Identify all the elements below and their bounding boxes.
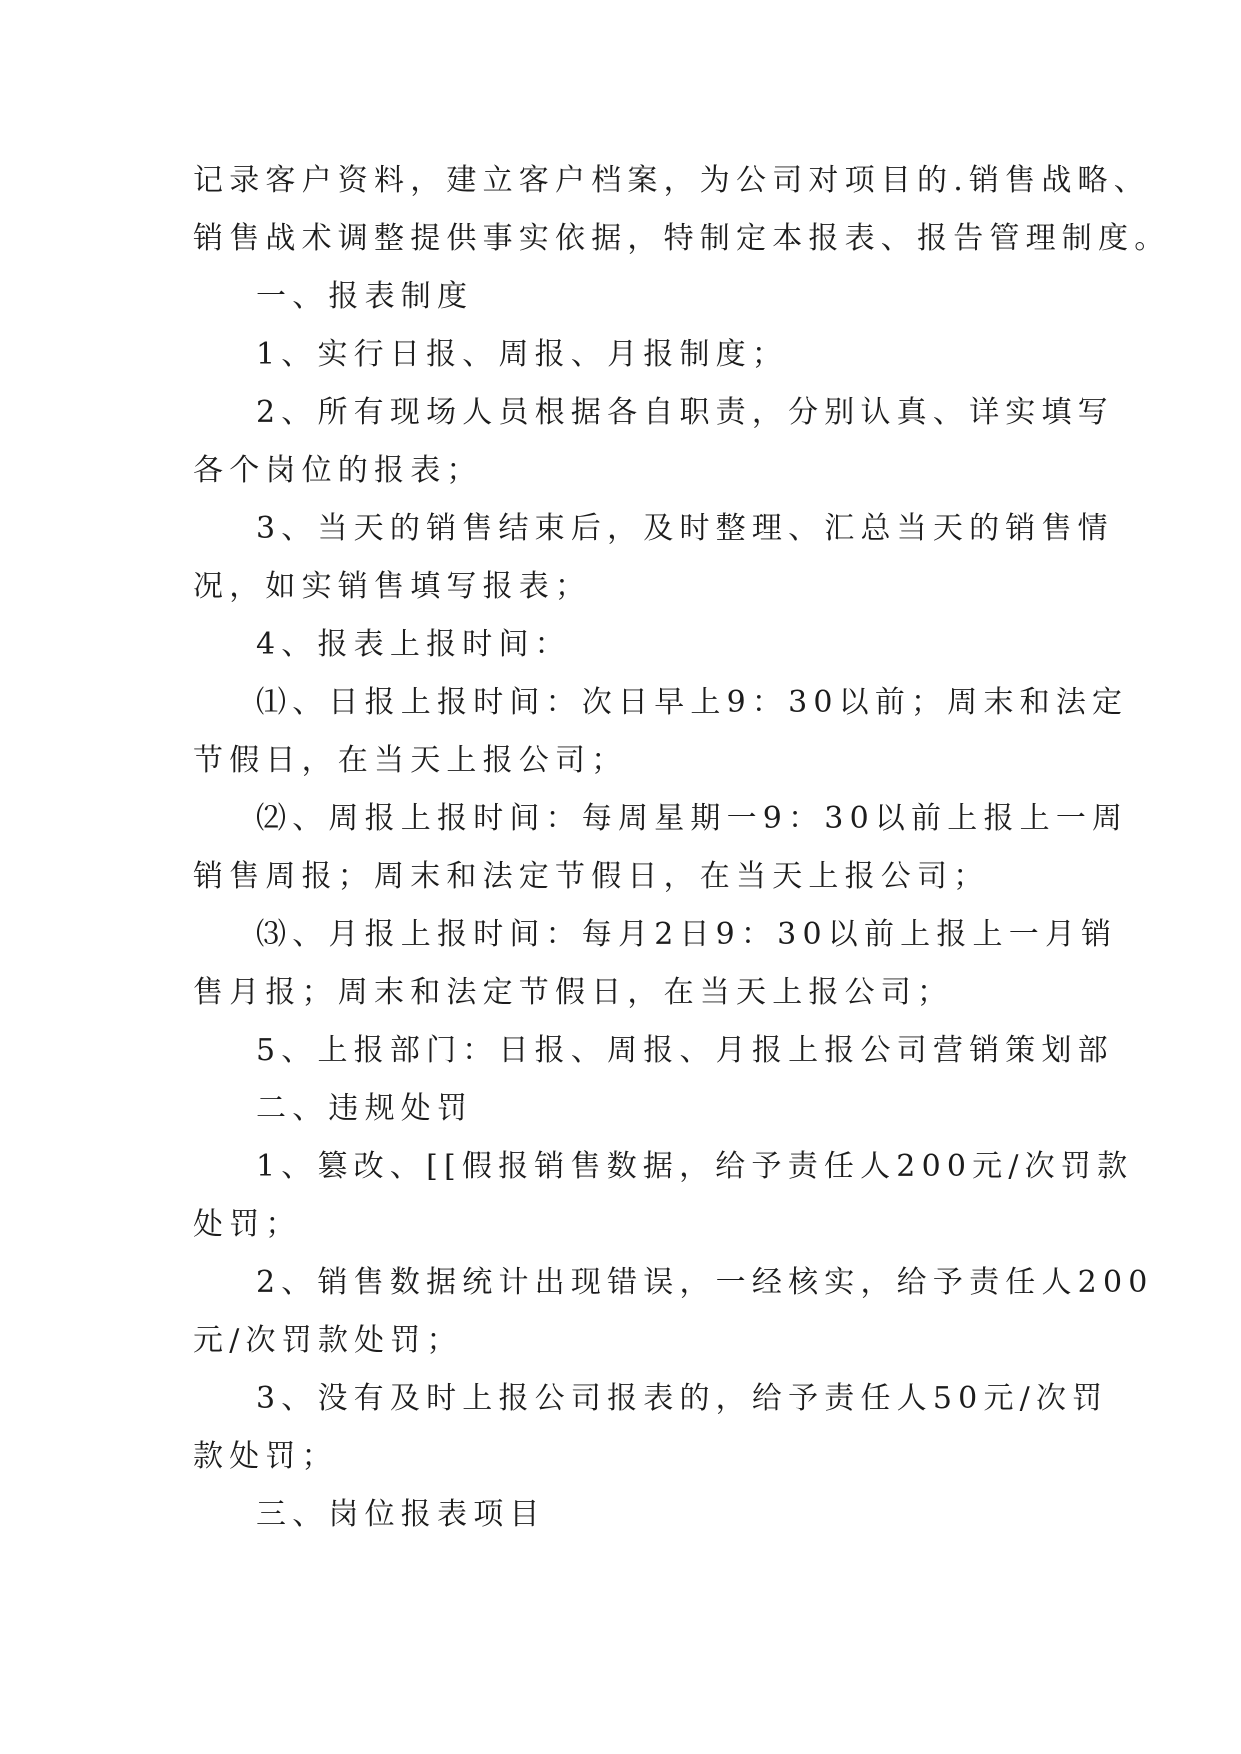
section-heading: 二、违规处罚	[256, 1091, 474, 1126]
text-line: 售月报；周末和法定节假日，在当天上报公司；	[193, 975, 954, 1010]
text-line: 节假日，在当天上报公司；	[193, 743, 628, 778]
text-line: 款处罚；	[193, 1439, 338, 1474]
text-line: 元/次罚款处罚；	[193, 1323, 463, 1358]
text-line: 各个岗位的报表；	[193, 453, 483, 488]
text-line: 1、篡改、[[假报销售数据，给予责任人200元/次罚款	[256, 1149, 1134, 1184]
text-line: 记录客户资料，建立客户档案，为公司对项目的.销售战略、	[193, 163, 1150, 198]
text-line: 2、销售数据统计出现错误，一经核实，给予责任人200	[256, 1265, 1154, 1300]
text-line: 4、报表上报时间：	[256, 627, 571, 662]
text-line: 2、所有现场人员根据各自职责，分别认真、详实填写	[256, 395, 1114, 430]
text-line: 1、实行日报、周报、月报制度；	[256, 337, 789, 372]
text-line: 销售周报；周末和法定节假日，在当天上报公司；	[193, 859, 990, 894]
text-line: 销售战术调整提供事实依据，特制定本报表、报告管理制度。	[193, 221, 1171, 256]
text-line: 3、没有及时上报公司报表的，给予责任人50元/次罚	[256, 1381, 1109, 1416]
text-line: 处罚；	[193, 1207, 302, 1242]
text-line: ⑴、日报上报时间：次日早上9：30以前；周末和法定	[256, 685, 1129, 720]
text-line: 况，如实销售填写报表；	[193, 569, 592, 604]
text-line: ⑵、周报上报时间：每周星期一9：30以前上报上一周	[256, 801, 1129, 836]
section-heading: 三、岗位报表项目	[256, 1497, 546, 1532]
text-line: 5、上报部门：日报、周报、月报上报公司营销策划部	[256, 1033, 1114, 1068]
text-line: 3、当天的销售结束后，及时整理、汇总当天的销售情	[256, 511, 1114, 546]
section-heading: 一、报表制度	[256, 279, 474, 314]
text-line: ⑶、月报上报时间：每月2日9：30以前上报上一月销	[256, 917, 1118, 952]
